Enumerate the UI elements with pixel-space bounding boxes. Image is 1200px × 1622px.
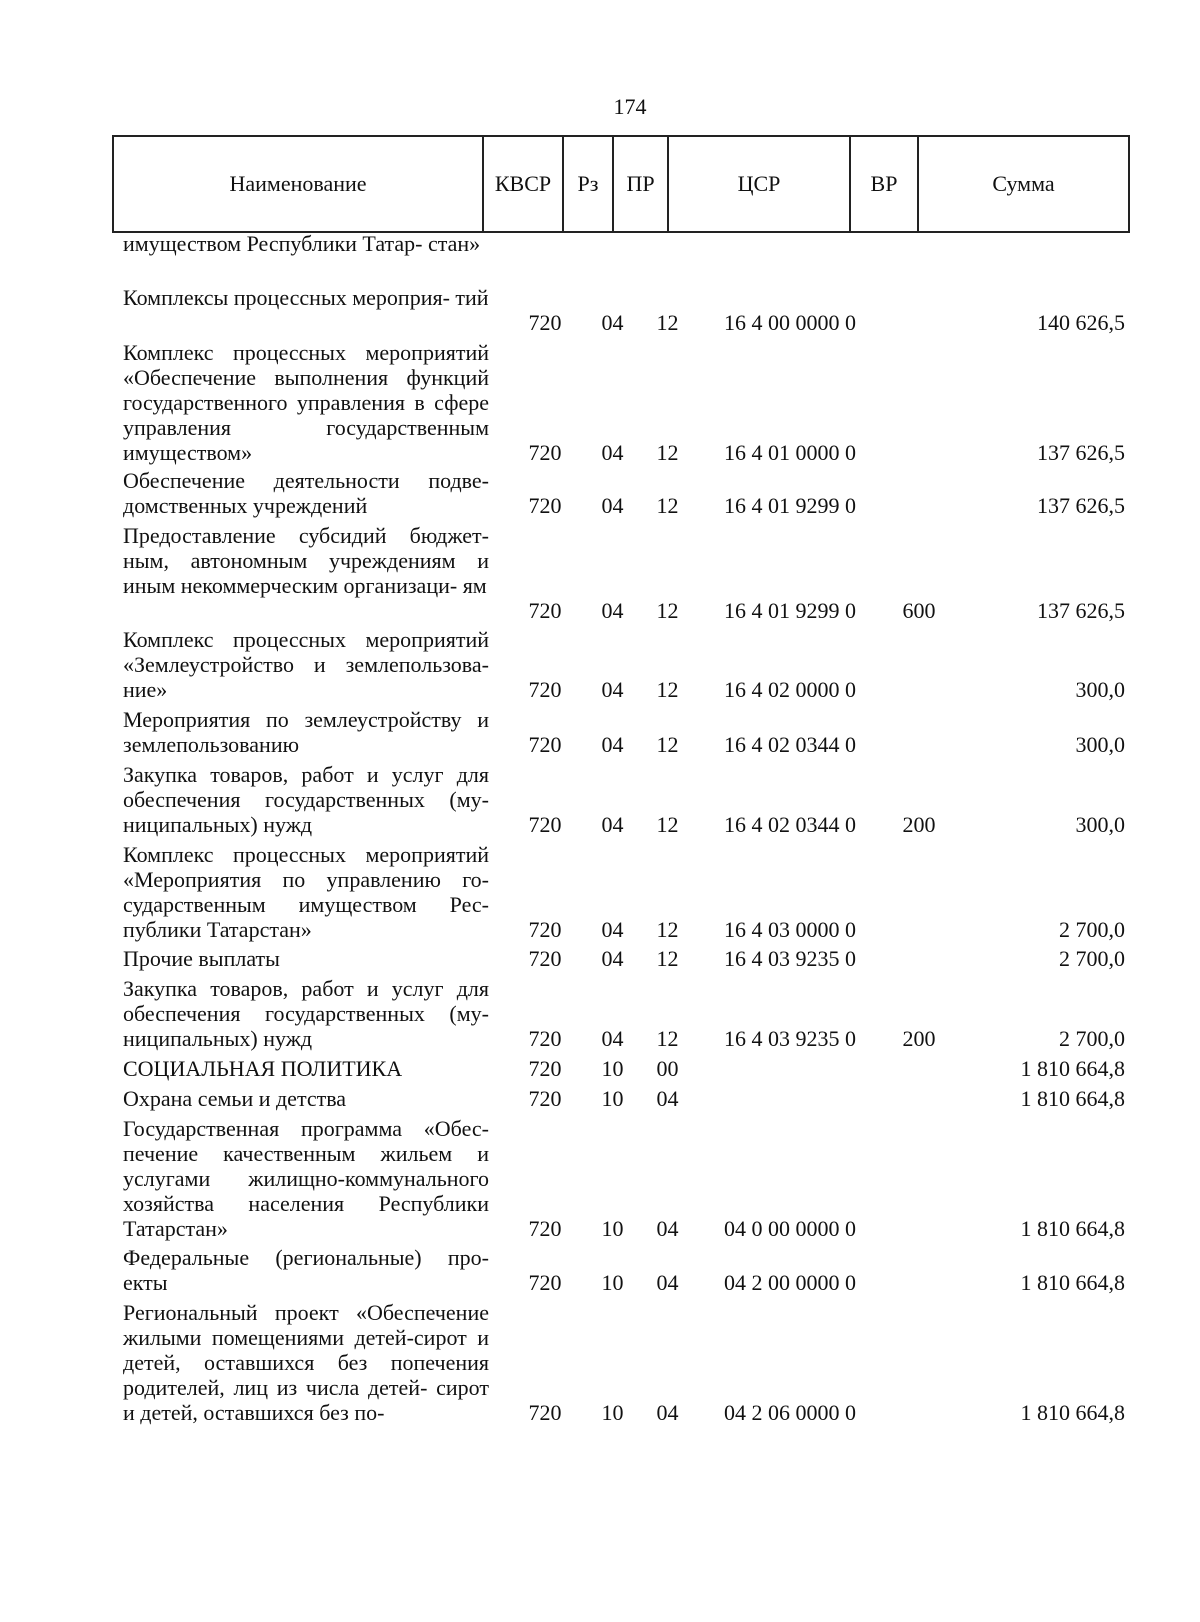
row-pr: 00 (656, 1056, 679, 1081)
row-sum: 1 810 664,8 (1020, 1216, 1125, 1241)
row-sum: 137 626,5 (1037, 440, 1125, 465)
row-csr: 16 4 00 0000 0 (724, 310, 856, 335)
row-name: Комплекс процессных мероприятий «Обеспечение выполнения функций государственного управления в сфере управления государственным имуществом» (123, 340, 489, 465)
row-pr: 12 (656, 946, 679, 971)
row-kvsr: 720 (528, 677, 562, 702)
row-name: Комплексы процессных мероприя- тий (123, 285, 489, 310)
row-rz: 04 (601, 812, 624, 837)
row-csr: 04 2 00 0000 0 (724, 1270, 856, 1295)
row-rz: 04 (601, 732, 624, 757)
row-pr: 12 (656, 677, 679, 702)
row-csr: 16 4 02 0000 0 (724, 677, 856, 702)
row-sum: 140 626,5 (1037, 310, 1125, 335)
row-rz: 10 (601, 1086, 624, 1111)
row-rz: 04 (601, 493, 624, 518)
row-rz: 10 (601, 1400, 624, 1425)
row-name: Комплекс процессных мероприятий «Землеустройство и землепользова- ние» (123, 627, 489, 702)
row-pr: 12 (656, 440, 679, 465)
row-name: Закупка товаров, работ и услуг для обеспечения государственных (му- ниципальных) нужд (123, 762, 489, 837)
header-pr: ПР (613, 136, 668, 232)
row-rz: 04 (601, 917, 624, 942)
row-kvsr: 720 (528, 917, 562, 942)
row-kvsr: 720 (528, 1056, 562, 1081)
row-csr: 16 4 02 0344 0 (724, 812, 856, 837)
row-pr: 04 (656, 1270, 679, 1295)
row-sum: 137 626,5 (1037, 493, 1125, 518)
row-rz: 04 (601, 310, 624, 335)
row-kvsr: 720 (528, 1270, 562, 1295)
row-rz: 04 (601, 1026, 624, 1051)
row-name: Региональный проект «Обеспечение жилыми помещениями детей-сирот и детей, оставшихся без попечения родителей, лиц из числа детей- сирот и детей, оставшихся без по- (123, 1300, 489, 1425)
row-rz: 04 (601, 440, 624, 465)
row-csr: 16 4 03 9235 0 (724, 946, 856, 971)
row-kvsr: 720 (528, 310, 562, 335)
row-kvsr: 720 (528, 1026, 562, 1051)
row-name: СОЦИАЛЬНАЯ ПОЛИТИКА (123, 1056, 403, 1081)
row-kvsr: 720 (528, 493, 562, 518)
row-vr: 200 (902, 812, 936, 837)
row-csr: 16 4 03 9235 0 (724, 1026, 856, 1051)
row-csr: 04 2 06 0000 0 (724, 1400, 856, 1425)
row-kvsr: 720 (528, 1400, 562, 1425)
row-name: Предоставление субсидий бюджет- ным, автономным учреждениям и иным некоммерческим организаци- ям (123, 523, 489, 598)
row-csr: 16 4 03 0000 0 (724, 917, 856, 942)
row-sum: 300,0 (1075, 677, 1125, 702)
header-sum: Сумма (918, 136, 1129, 232)
row-pr: 12 (656, 732, 679, 757)
row-kvsr: 720 (528, 812, 562, 837)
row-kvsr: 720 (528, 732, 562, 757)
row-pr: 12 (656, 917, 679, 942)
row-kvsr: 720 (528, 1086, 562, 1111)
row-pr: 12 (656, 812, 679, 837)
row-name: Обеспечение деятельности подве- домственных учреждений (123, 468, 489, 518)
row-csr: 16 4 01 9299 0 (724, 493, 856, 518)
row-rz: 10 (601, 1270, 624, 1295)
row-sum: 1 810 664,8 (1020, 1086, 1125, 1111)
row-pr: 12 (656, 493, 679, 518)
row-pr: 12 (656, 1026, 679, 1051)
row-vr: 200 (902, 1026, 936, 1051)
header-csr: ЦСР (668, 136, 850, 232)
row-kvsr: 720 (528, 440, 562, 465)
row-kvsr: 720 (528, 946, 562, 971)
row-csr: 16 4 01 9299 0 (724, 598, 856, 623)
row-name: имуществом Республики Татар- стан» (123, 231, 481, 256)
row-name: Закупка товаров, работ и услуг для обеспечения государственных (му- ниципальных) нужд (123, 976, 489, 1051)
row-pr: 04 (656, 1086, 679, 1111)
row-sum: 137 626,5 (1037, 598, 1125, 623)
page-number: 174 (613, 94, 647, 119)
row-sum: 1 810 664,8 (1020, 1400, 1125, 1425)
row-vr: 600 (902, 598, 936, 623)
row-name: Прочие выплаты (123, 946, 280, 971)
row-pr: 04 (656, 1216, 679, 1241)
row-rz: 04 (601, 677, 624, 702)
row-kvsr: 720 (528, 1216, 562, 1241)
row-name: Государственная программа «Обес- печение качественным жильем и услугами жилищно-коммунального хозяйства населения Республики Татарстан» (123, 1116, 489, 1241)
row-rz: 10 (601, 1216, 624, 1241)
row-sum: 1 810 664,8 (1020, 1056, 1125, 1081)
header-name: Наименование (113, 136, 483, 232)
row-csr: 16 4 01 0000 0 (724, 440, 856, 465)
row-name: Мероприятия по землеустройству и землепользованию (123, 707, 489, 757)
row-sum: 300,0 (1075, 812, 1125, 837)
row-pr: 12 (656, 598, 679, 623)
row-sum: 2 700,0 (1059, 946, 1125, 971)
row-rz: 10 (601, 1056, 624, 1081)
row-pr: 04 (656, 1400, 679, 1425)
row-name: Федеральные (региональные) про- екты (123, 1245, 489, 1295)
row-csr: 04 0 00 0000 0 (724, 1216, 856, 1241)
row-name: Охрана семьи и детства (123, 1086, 347, 1111)
header-vr: ВР (850, 136, 918, 232)
row-name: Комплекс процессных мероприятий «Мероприятия по управлению го- сударственным имуществом Рес- публики Татарстан» (123, 842, 489, 942)
row-pr: 12 (656, 310, 679, 335)
header-kvsr: КВСР (483, 136, 563, 232)
row-sum: 2 700,0 (1059, 917, 1125, 942)
row-kvsr: 720 (528, 598, 562, 623)
row-csr: 16 4 02 0344 0 (724, 732, 856, 757)
header-rz: Рз (563, 136, 613, 232)
row-rz: 04 (601, 598, 624, 623)
row-sum: 2 700,0 (1059, 1026, 1125, 1051)
row-sum: 1 810 664,8 (1020, 1270, 1125, 1295)
row-rz: 04 (601, 946, 624, 971)
row-sum: 300,0 (1075, 732, 1125, 757)
